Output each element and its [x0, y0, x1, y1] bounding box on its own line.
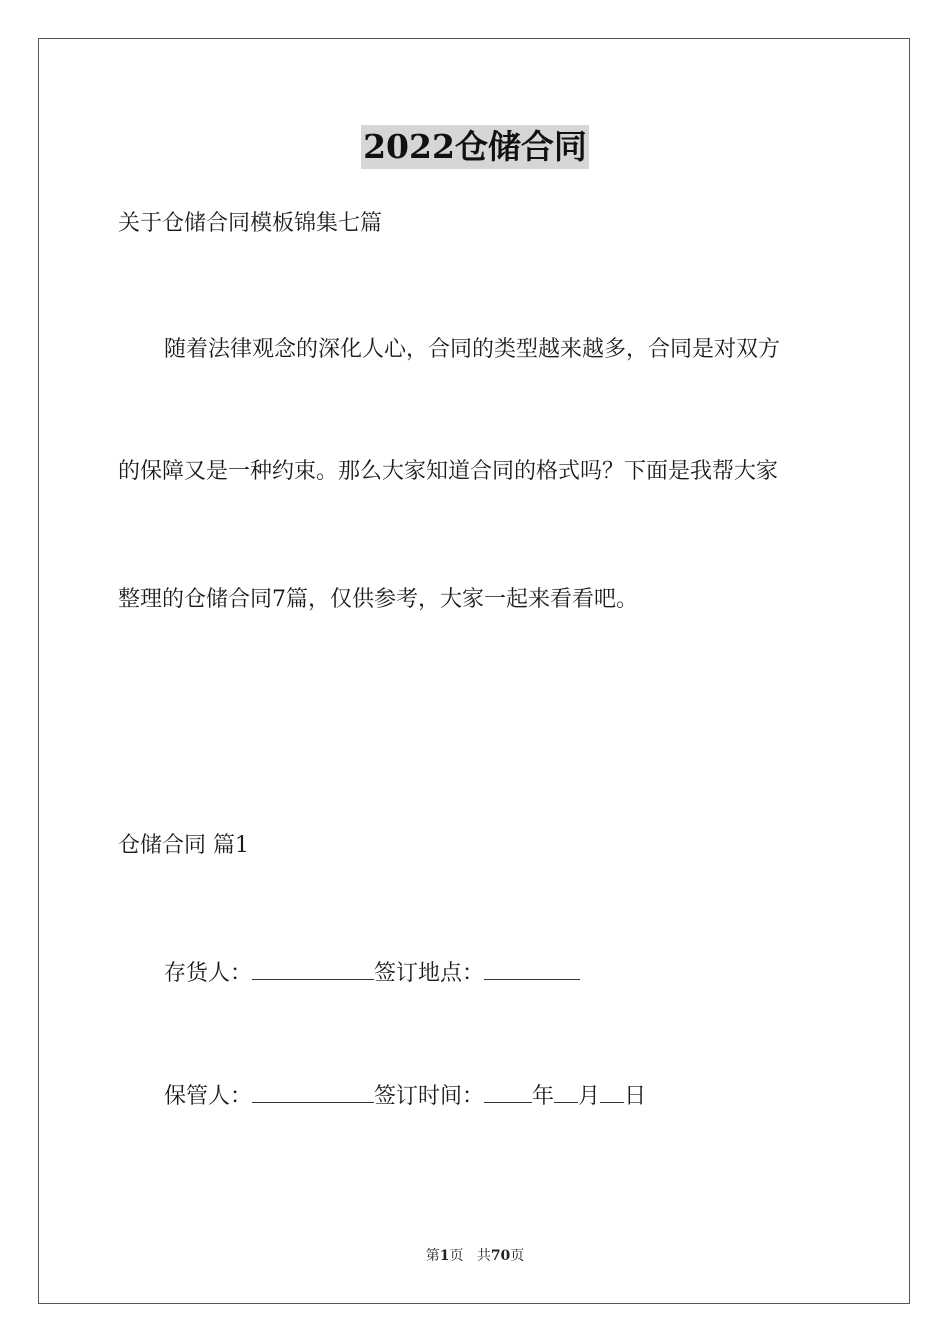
depositor-blank	[252, 957, 374, 980]
depositor-row	[164, 957, 580, 989]
sign-time-label: 签订时间：	[374, 1084, 485, 1109]
footer-total-suffix: 页	[510, 1248, 525, 1264]
footer-page-prefix: 第	[425, 1248, 440, 1264]
keeper-blank	[252, 1080, 374, 1103]
year-label: 年	[532, 1084, 555, 1109]
keeper-label: 保管人：	[164, 1084, 253, 1109]
page-footer	[0, 1247, 950, 1265]
footer-total-prefix: 共	[476, 1248, 491, 1264]
footer-total-pages: 70	[490, 1248, 511, 1264]
year-blank	[484, 1080, 532, 1103]
month-label: 月	[578, 1084, 601, 1109]
section-heading: 仓储合同 篇1	[118, 833, 249, 858]
sign-place-blank	[484, 957, 580, 980]
day-blank	[600, 1080, 624, 1103]
depositor-label: 存货人：	[164, 961, 253, 986]
title-container	[0, 125, 950, 169]
intro-line-2: 的保障又是一种约束。那么大家知道合同的格式吗？下面是我帮大家	[118, 459, 779, 484]
document-title: 2022仓储合同	[361, 125, 589, 169]
intro-line-3: 整理的仓储合同7篇，仅供参考，大家一起来看看吧。	[118, 587, 638, 612]
day-label: 日	[624, 1084, 647, 1109]
footer-page-suffix: 页	[449, 1248, 464, 1264]
document-subtitle: 关于仓储合同模板锦集七篇	[118, 211, 383, 236]
month-blank	[554, 1080, 578, 1103]
intro-line-1: 随着法律观念的深化人心，合同的类型越来越多，合同是对双方	[164, 337, 781, 362]
footer-page-number: 1	[439, 1248, 450, 1264]
sign-place-label: 签订地点：	[374, 961, 485, 986]
keeper-row	[164, 1080, 646, 1112]
